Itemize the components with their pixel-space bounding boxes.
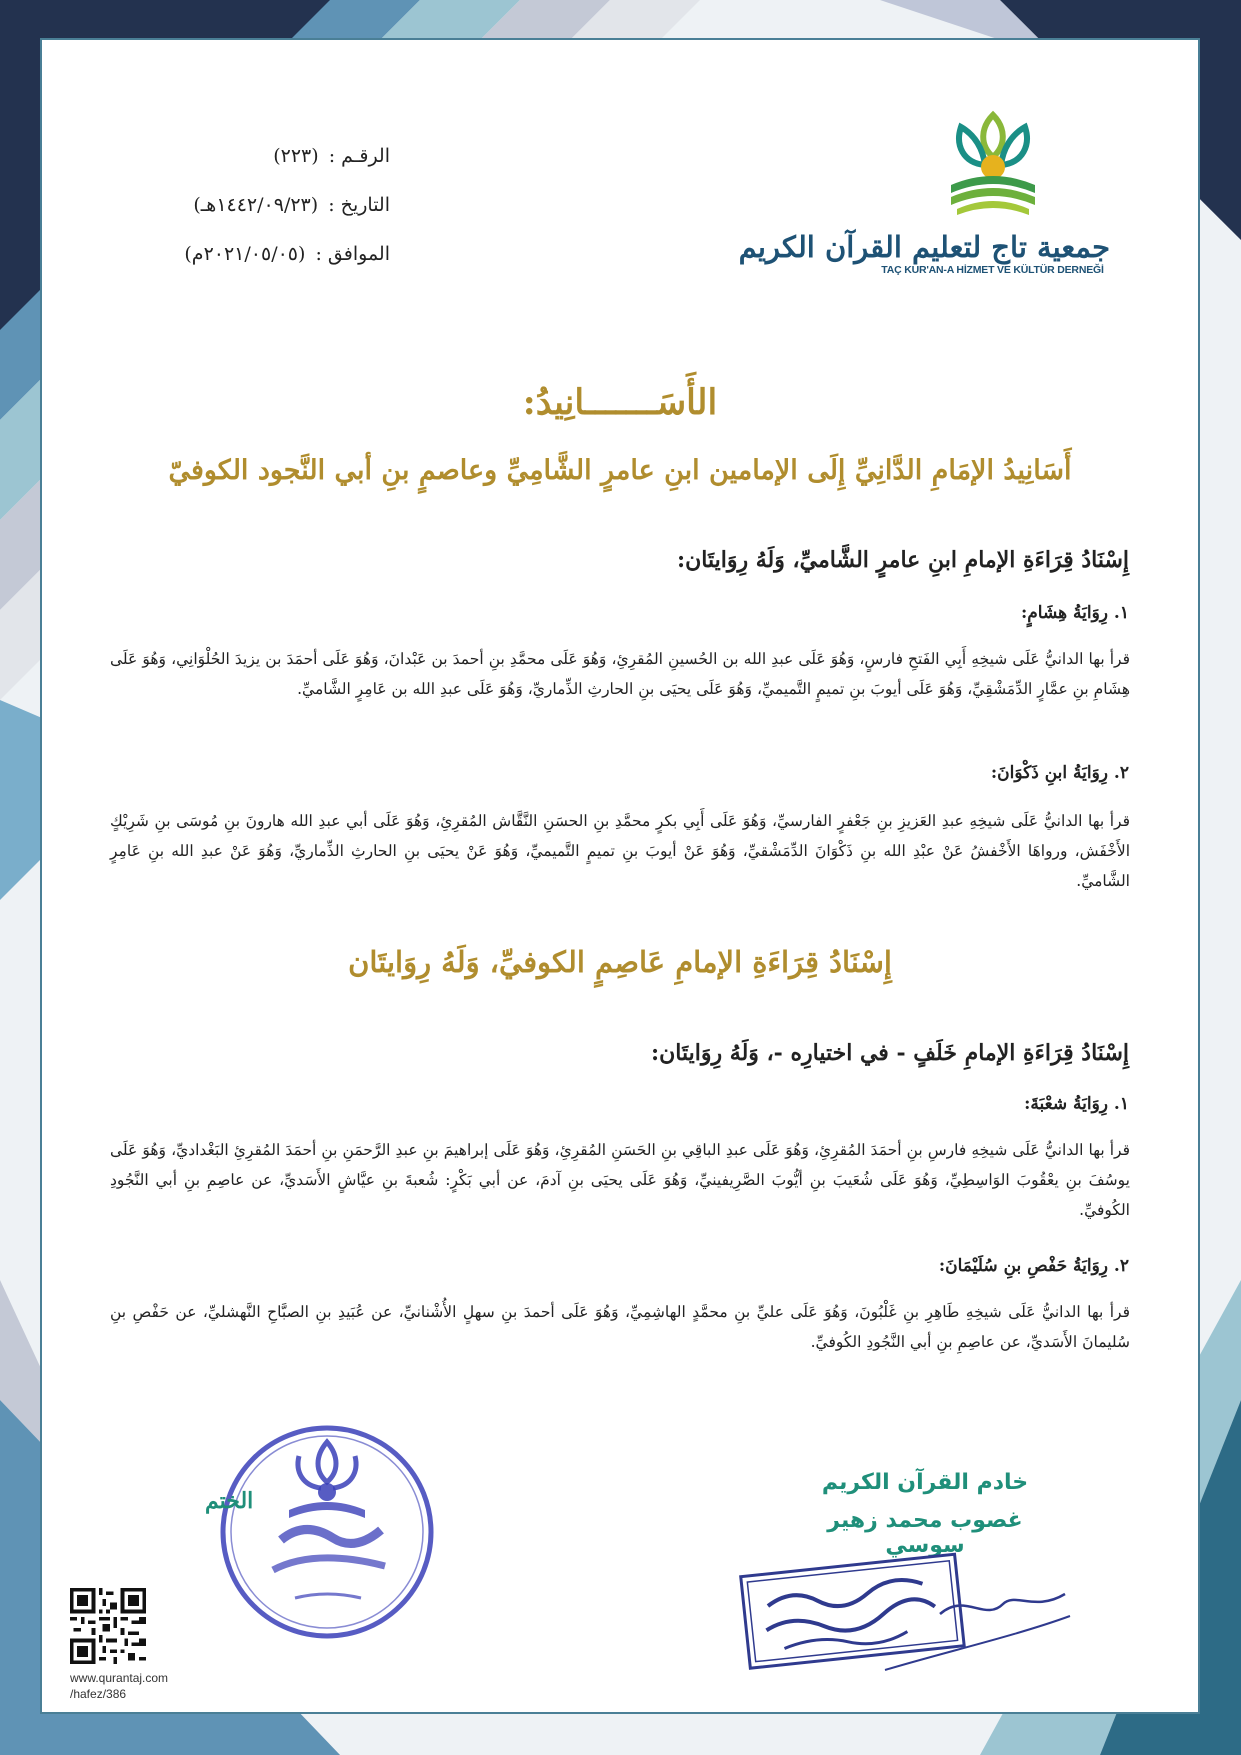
logo-turkish-name: TAÇ KUR'AN-A HİZMET VE KÜLTÜR DERNEĞİ: [881, 264, 1104, 276]
main-heading: الأَسَـــــــانِيدُ:: [522, 382, 718, 423]
section1-riwaya1-title: ١. رِوَايَةُ هِشَامٍ:: [1021, 603, 1129, 623]
date-value: (١٤٤٢/٠٩/٢٣هـ): [193, 194, 319, 216]
lotus-book-icon: [933, 105, 1053, 230]
meta-gregorian-date: [130, 243, 390, 292]
document-meta: [130, 145, 390, 292]
website-path: /hafez/386: [70, 1687, 127, 1701]
section2-riwaya2-text: قرأ بها الدانيُّ عَلَى شيخِهِ طَاهِرِ بنِ غَلْبُونَ، وَهُوَ عَلَى عليِّ بنِ محمَّدٍ الهاشِمِيِّ، وَهُوَ عَلَى أحمدَ بنِ سهلٍ الأُشْنانيِّ، عن عُبَيدِ بنِ الصبَّاحِ النَّهشليِّ، عن حَفْصِ بنِ سُليمانَ الأَسَديِّ، عن عاصِمِ بنِ أبي النَّجُودِ الكُوفيِّ.: [110, 1303, 1130, 1351]
section1-title: إِسْنَادُ قِرَاءَةِ الإمامِ ابنِ عامرٍ الشَّاميِّ، وَلَهُ رِوَايتَان:: [676, 547, 1129, 573]
section2-riwaya2-title: ٢. رِوَايَةُ حَفْصِ بنِ سُلَيْمَانَ:: [938, 1256, 1129, 1276]
section1-riwaya2-text: قرأ بها الدانيُّ عَلَى شيخِهِ عبدِ العَزيزِ بنِ جَعْفرٍ الفارسيِّ، وَهُوَ عَلَى أَبِي بكرٍ محمَّدِ بنِ الحسَنِ النَّقَّاش المُقرِئِ، وَهُوَ عَلَى أبي عبدِ الله هارونَ بنِ مُوسَى بنِ شَرِيْكٍ الأَخْفَش، ورواهَا الأَخْفشُ عَنْ عبْدِ الله بنِ ذَكْوَانَ الدِّمَشْقيِّ، وَهُوَ عَنْ أيوبَ بنِ تميمٍ التَّميميِّ، وَهُوَ عَنْ يحيَى بنِ الحارثِ الذِّماريِّ، وَهُوَ عَنْ عبدِ الله بنِ عَامِرٍ الشَّاميِّ.: [110, 812, 1130, 890]
section2-subtitle: إِسْنَادُ قِرَاءَةِ الإمامِ خَلَفٍ - في اختيارِه -، وَلَهُ رِوَايتَان:: [651, 1040, 1129, 1066]
website-url[interactable]: www.qurantaj.com: [70, 1671, 169, 1685]
number-value: (٢٢٣): [273, 145, 319, 167]
signature-name: غصوب محمد زهير سوسي: [827, 1508, 1023, 1558]
organization-logo: [738, 105, 1110, 305]
section2-riwaya1-text: قرأ بها الدانيُّ عَلَى شيخِهِ فارسِ بنِ أحمَدَ المُقرِئِ، وَهُوَ عَلَى عبدِ الباقِي بنِ الحَسَنِ المُقرِئِ، وَهُوَ عَلَى إبراهيمَ بنِ عبدِ الرَّحمَنِ بنِ أحمَدَ المُقرِئِ البَغْداديِّ، وَهُوَ عَلَى يوسُفَ بنِ يعْقُوبَ الوَاسِطِيِّ، وَهُوَ عَلَى شُعَيبَ بنِ أيُّوبَ الصَّرِيفينيِّ، وَهُوَ عَلَى يحيَى بنِ آدمَ، عن أبي بَكْرٍ: شُعبةَ بنِ عيَّاشٍ الأَسَديِّ، عن عاصِمِ بنِ أبي النَّجُودِ الكُوفيِّ.: [110, 1141, 1130, 1219]
signature-title: خادم القرآن الكريم: [821, 1470, 1029, 1495]
handwritten-signature: [735, 1552, 1080, 1682]
section2-riwaya1-title: ١. رِوَايَةُ شعْبَةَ:: [1024, 1094, 1129, 1114]
meta-number: [130, 145, 390, 194]
footer-website[interactable]: [70, 1670, 168, 1702]
gregorian-label: الموافق :: [315, 243, 390, 265]
gregorian-value: (٢٠٢١/٠٥/٠٥م): [184, 243, 306, 265]
stamp-label: الختم: [205, 1488, 254, 1514]
section2-title: إِسْنَادُ قِرَاءَةِ الإمامِ عَاصِمٍ الكوفيِّ، وَلَهُ رِوَايتَان: [348, 945, 892, 979]
number-label: الرقـم :: [328, 145, 390, 167]
sub-heading: أَسَانِيدُ الإمَامِ الدَّانِيِّ إِلَى الإمامين ابنِ عامرٍ الشَّامِيِّ وعاصمٍ بنِ أبي النَّجود الكوفيّ: [168, 455, 1072, 486]
section1-riwaya2-title: ٢. رِوَايَةُ ابنِ ذَكْوَانَ:: [990, 763, 1129, 783]
qr-code: [70, 1588, 146, 1664]
meta-hijri-date: [130, 194, 390, 243]
organization-stamp: [215, 1420, 440, 1645]
date-label: التاريخ :: [328, 194, 390, 216]
logo-arabic-name: جمعية تاج لتعليم القرآن الكريم: [738, 230, 1110, 264]
section1-riwaya1-text: قرأ بها الدانيُّ عَلَى شيخِهِ أَبِي الفَتحِ فارسٍ، وَهُوَ عَلَى عبدِ الله بن الحُسينِ المُقرِئِ، وَهُوَ عَلَى محمَّدِ بنِ أحمدَ بن عَبْدانَ، وَهُوَ عَلَى أحمَدَ بن يزيدَ الحُلْوَانِي، وَهُوَ عَلَى هِشَامِ بنِ عمَّارٍ الدِّمَشْقِيِّ، وَهُوَ عَلَى أيوبَ بنِ تميمٍ التَّميميِّ، وَهُوَ عَلَى يحيَى بنِ الحارثِ الذِّماريِّ، وَهُوَ عَلَى عبدِ الله بن عَامِرٍ الشَّاميِّ.: [110, 650, 1130, 698]
